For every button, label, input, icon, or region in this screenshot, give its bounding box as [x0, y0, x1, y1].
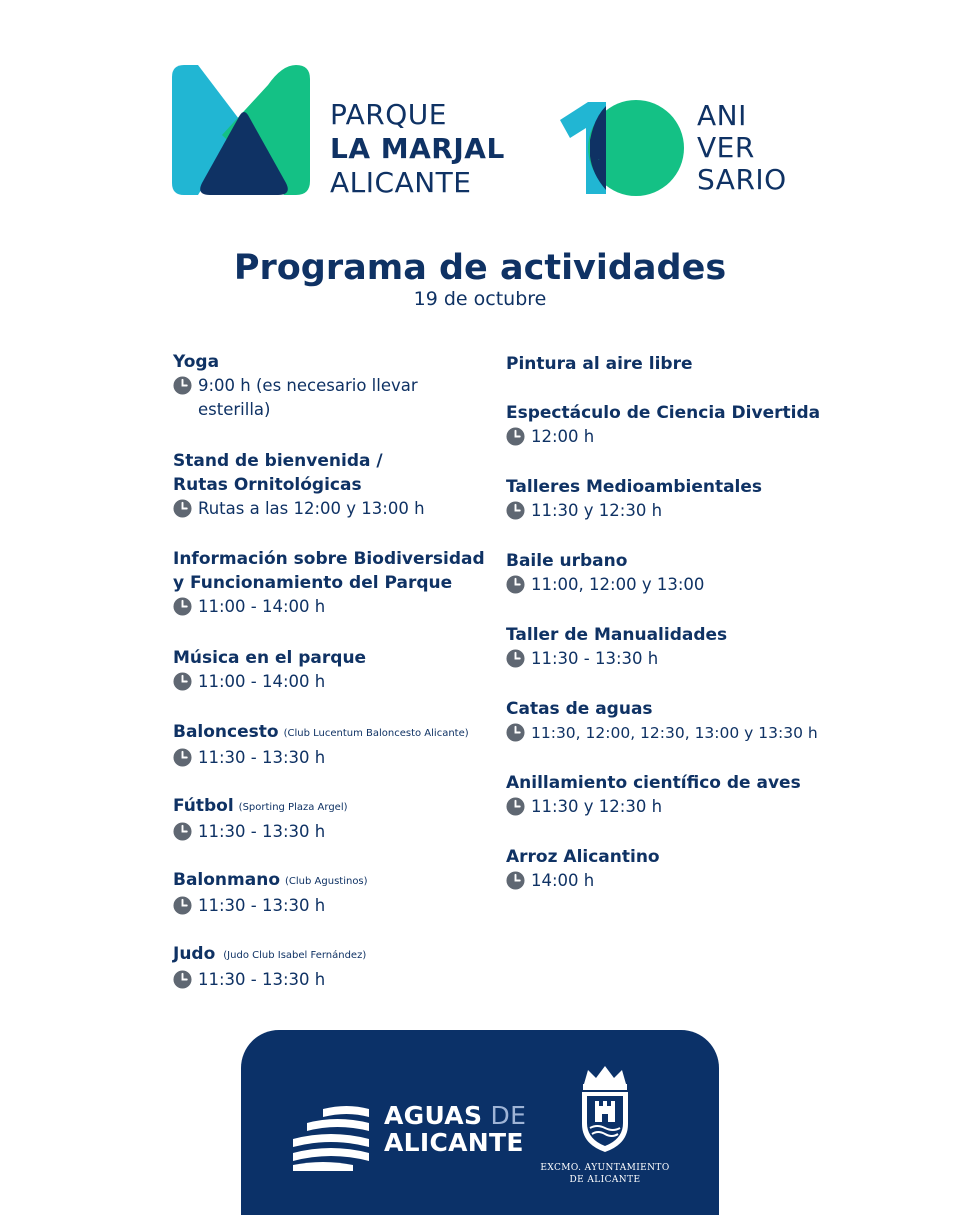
clock-icon — [506, 649, 525, 668]
activity-name: Anillamiento científico de aves — [506, 773, 801, 793]
activity-time-text: 11:30 - 13:30 h — [198, 970, 326, 989]
activity-time — [506, 647, 846, 671]
activity-futbol — [173, 794, 503, 844]
activity-name-text: Balonmano — [173, 870, 281, 890]
activity-time-text: 9:00 h (es necesario llevar esterilla) — [198, 376, 418, 419]
activity-time — [173, 595, 503, 619]
clock-icon — [506, 501, 525, 520]
activity-name: Música en el parque — [173, 648, 367, 668]
aguas-de-alicante-wordmark — [384, 1102, 526, 1156]
park-name-line3: ALICANTE — [330, 166, 472, 199]
aniv-line3: SARIO — [697, 163, 787, 196]
clock-icon — [173, 672, 192, 691]
activity-club: (Club Agustinos) — [285, 876, 368, 887]
activity-name: Catas de aguas — [506, 699, 653, 719]
activity-name — [173, 720, 503, 746]
activity-baloncesto — [173, 720, 503, 770]
aniversario-text — [697, 100, 787, 196]
activity-time-text: 11:00, 12:00 y 13:00 — [531, 575, 705, 594]
activity-time-text: Rutas a las 12:00 y 13:00 h — [198, 499, 425, 518]
activity-stand-bienvenida — [173, 449, 503, 521]
clock-icon — [173, 597, 192, 616]
activity-ciencia-divertida — [506, 401, 846, 449]
activity-time — [506, 795, 846, 819]
clock-icon — [506, 871, 525, 890]
aguas-de-alicante-logo-icon — [293, 1105, 371, 1171]
activity-club: (Club Lucentum Baloncesto Alicante) — [283, 728, 469, 739]
ayuntamiento-line2: DE ALICANTE — [569, 1175, 641, 1185]
alicante-crest-icon — [574, 1064, 636, 1154]
clock-icon — [173, 376, 192, 395]
activity-time-text: 11:30 y 12:30 h — [531, 501, 663, 520]
activity-name — [173, 868, 503, 894]
activity-time-text: 11:00 - 14:00 h — [198, 672, 326, 691]
clock-icon — [173, 822, 192, 841]
activity-name: Espectáculo de Ciencia Divertida — [506, 403, 821, 423]
clock-icon — [506, 575, 525, 594]
activity-time-text: 11:30, 12:00, 12:30, 13:00 y 13:30 h — [531, 724, 818, 742]
activity-time — [173, 497, 503, 521]
activity-name-text: Baloncesto — [173, 722, 279, 742]
activity-biodiversidad — [173, 547, 503, 619]
activity-club: (Judo Club Isabel Fernández) — [223, 950, 367, 961]
activity-time — [173, 746, 503, 770]
activity-time-text: 11:30 - 13:30 h — [531, 649, 659, 668]
activity-name: Yoga — [173, 352, 220, 372]
activity-time — [173, 968, 503, 992]
clock-icon — [506, 797, 525, 816]
activity-time-text: 14:00 h — [531, 871, 595, 890]
activity-talleres-medioambientales — [506, 475, 846, 523]
clock-icon — [173, 748, 192, 767]
park-name — [330, 98, 505, 200]
activity-name-text: Fútbol — [173, 796, 234, 816]
page-title: Programa de actividades — [233, 248, 727, 288]
activity-arroz-alicantino — [506, 845, 846, 893]
ayuntamiento-line1: EXCMO. AYUNTAMIENTO — [540, 1163, 670, 1173]
activity-name-text: Judo — [173, 944, 216, 964]
de-word: DE — [490, 1101, 527, 1130]
activity-time — [173, 894, 503, 918]
aniv-line1: ANI — [697, 99, 747, 132]
activity-yoga — [173, 350, 503, 422]
activity-catas-aguas — [506, 697, 846, 745]
activity-name — [173, 794, 503, 820]
activity-time-text: 11:30 y 12:30 h — [531, 797, 663, 816]
activity-name: Baile urbano — [506, 551, 628, 571]
sponsors-footer — [241, 1030, 719, 1215]
clock-icon — [173, 970, 192, 989]
activity-baile-urbano — [506, 549, 846, 597]
activity-taller-manualidades — [506, 623, 846, 671]
ayuntamiento-text — [513, 1162, 697, 1186]
anniversary-number: 10 — [598, 160, 600, 161]
activity-time — [506, 573, 846, 597]
activity-name — [173, 942, 503, 968]
activity-time — [173, 374, 503, 422]
park-name-line1: PARQUE — [330, 98, 447, 131]
activity-time-text: 11:30 - 13:30 h — [198, 896, 326, 915]
clock-icon — [506, 427, 525, 446]
clock-icon — [173, 499, 192, 518]
activity-name: Stand de bienvenida / Rutas Ornitológicas — [173, 451, 383, 495]
activity-time — [506, 499, 846, 523]
aguas-word: AGUAS — [384, 1101, 483, 1130]
aniv-line2: VER — [697, 131, 755, 164]
activity-time-text: 11:00 - 14:00 h — [198, 597, 326, 616]
clock-icon — [506, 723, 525, 742]
activity-anillamiento — [506, 771, 846, 819]
activity-name: Información sobre Biodiversidad y Funcionamiento del Parque — [173, 549, 485, 593]
anniversary-ten-logo — [558, 100, 688, 196]
alicante-word: ALICANTE — [384, 1128, 524, 1157]
activity-balonmano — [173, 868, 503, 918]
activity-time — [173, 670, 503, 694]
activity-time — [506, 425, 846, 449]
activity-time-text: 11:30 - 13:30 h — [198, 748, 326, 767]
park-name-line2: LA MARJAL — [330, 132, 505, 165]
activity-time-text: 11:30 - 13:30 h — [198, 822, 326, 841]
activity-judo — [173, 942, 503, 992]
activity-time — [173, 820, 503, 844]
activity-time-text: 12:00 h — [531, 427, 595, 446]
activity-name: Talleres Medioambientales — [506, 477, 763, 497]
parque-la-marjal-logo — [172, 65, 310, 195]
activity-club: (Sporting Plaza Argel) — [238, 802, 348, 813]
activity-name: Taller de Manualidades — [506, 625, 728, 645]
event-date: 19 de octubre — [413, 288, 547, 310]
activity-time — [506, 869, 846, 893]
activity-time — [506, 721, 846, 745]
activity-name: Arroz Alicantino — [506, 847, 660, 867]
clock-icon — [173, 896, 192, 915]
activity-name: Pintura al aire libre — [506, 354, 693, 374]
activity-musica — [173, 646, 503, 694]
activity-pintura — [506, 352, 846, 376]
